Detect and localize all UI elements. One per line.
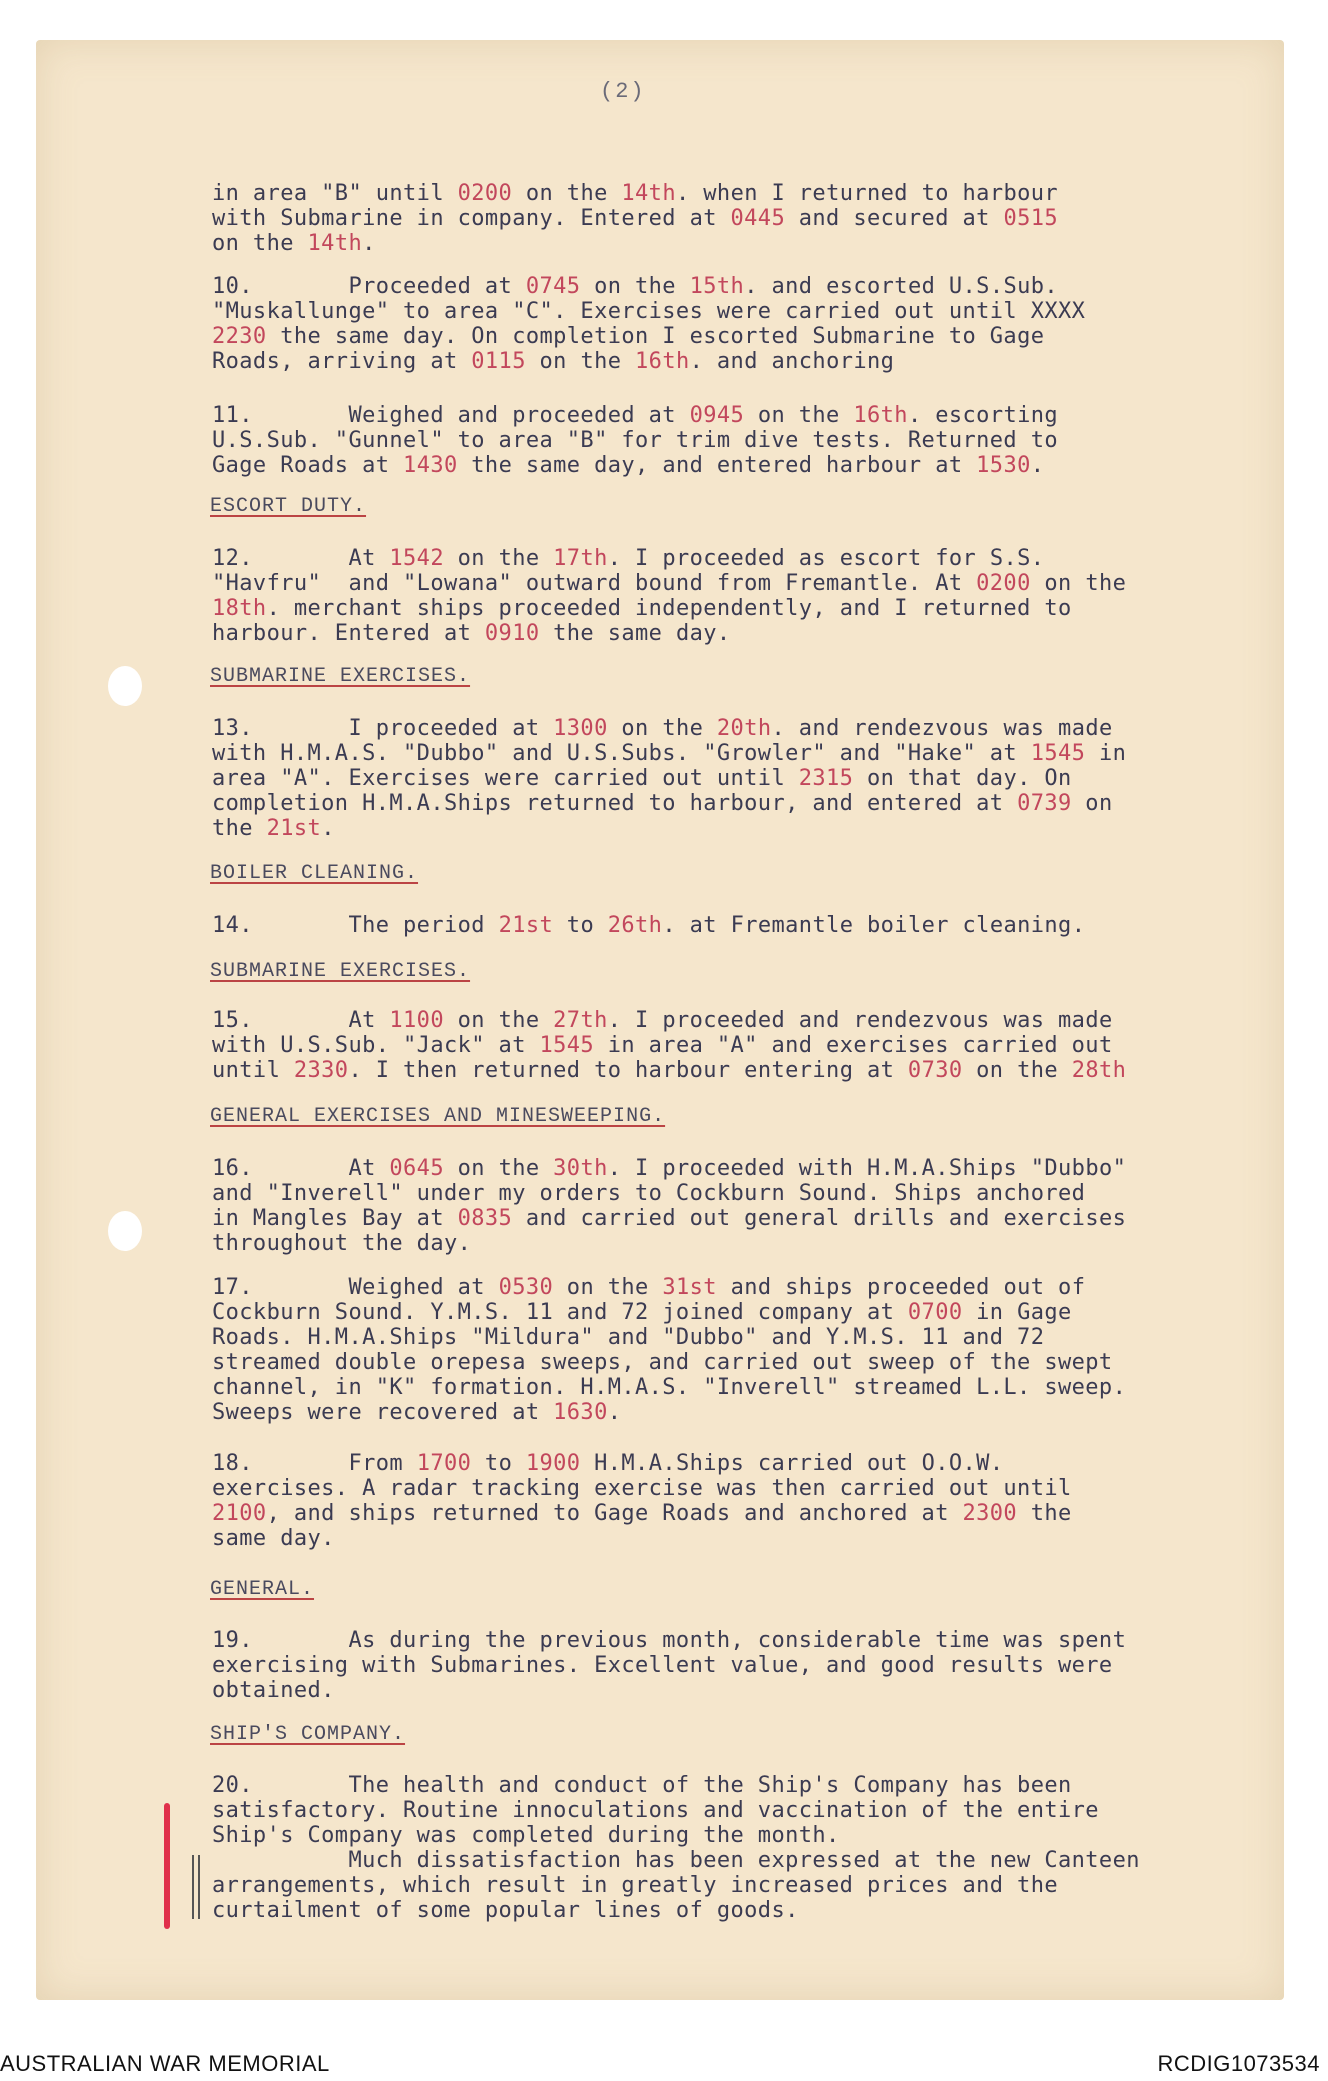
heading-general-exercises-minesweeping: GENERAL EXERCISES AND MINESWEEPING. bbox=[210, 1105, 666, 1128]
paragraph-17: 17. Weighed at 0530 on the 31st and ships proceeded out of Cockburn Sound. Y.M.S. 11 and 72 joined company at 0700 in Gage Roads. H.M.A.Ships "Mildura" and "Dubbo" and Y.M.S. 11 and 72 streamed double orepesa sweeps, and carried out sweep of the swept channel, in "K" formation. H.M.A.S. "Inverell" streamed L.L. sweep. Sweeps were recovered at 1630. bbox=[212, 1275, 1127, 1425]
heading-submarine-exercises-1: SUBMARINE EXERCISES. bbox=[210, 665, 471, 688]
margin-pencil-line-2 bbox=[198, 1855, 200, 1919]
paragraph-19: 19. As during the previous month, considerable time was spent exercising with Submarines. Excellent value, and good results were obtained. bbox=[212, 1628, 1127, 1703]
footer-record-id: RCDIG1073534 bbox=[1157, 2051, 1320, 2076]
heading-submarine-exercises-2: SUBMARINE EXERCISES. bbox=[210, 960, 471, 983]
paragraph-11: 11. Weighed and proceeded at 0945 on the 16th. escorting U.S.Sub. "Gunnel" to area "B" for trim dive tests. Returned to Gage Roads at 1430 the same day, and entered harbour at 1530. bbox=[212, 403, 1059, 478]
paragraph-18: 18. From 1700 to 1900 H.M.A.Ships carried out O.O.W. exercises. A radar tracking exercise was then carried out until 2100, and ships returned to Gage Roads and anchored at 2300 the same day. bbox=[212, 1451, 1072, 1551]
paragraph-13: 13. I proceeded at 1300 on the 20th. and rendezvous was made with H.M.A.S. "Dubbo" and U.S.Subs. "Growler" and "Hake" at 1545 in area "A". Exercises were carried out until 2315 on that day. On completion H.M.A.Ships returned to harbour, and entered at 0739 on the 21st. bbox=[212, 716, 1127, 841]
paragraph-20: 20. The health and conduct of the Ship's Company has been satisfactory. Routine innoculations and vaccination of the entire Ship's Company was completed during the month. Much dissatisfaction has been expressed at the new Canteen arrangements, which result in greatly increased prices and the curtailment of some popular lines of goods. bbox=[212, 1773, 1140, 1923]
heading-boiler-cleaning: BOILER CLEANING. bbox=[210, 862, 419, 885]
heading-general: GENERAL. bbox=[210, 1578, 315, 1601]
margin-red-pencil-mark bbox=[164, 1803, 170, 1929]
paragraph-9-continued: in area "B" until 0200 on the 14th. when I returned to harbour with Submarine in company. Entered at 0445 and secured at 0515 on the 14th. bbox=[212, 181, 1059, 256]
paragraph-10: 10. Proceeded at 0745 on the 15th. and escorted U.S.Sub. "Muskallunge" to area "C". Exercises were carried out until XXXX 2230 the same day. On completion I escorted Submarine to Gage Roads, arriving at 0115 on the 16th. and anchoring bbox=[212, 274, 1086, 374]
heading-ships-company: SHIP'S COMPANY. bbox=[210, 1723, 406, 1746]
paragraph-15: 15. At 1100 on the 27th. I proceeded and rendezvous was made with U.S.Sub. "Jack" at 1545 in area "A" and exercises carried out until 2330. I then returned to harbour entering at 0730 on the 28th bbox=[212, 1008, 1127, 1083]
paragraph-12: 12. At 1542 on the 17th. I proceeded as escort for S.S. "Havfru" and "Lowana" outward bound from Fremantle. At 0200 on the 18th. merchant ships proceeded independently, and I returned to harbour. Entered at 0910 the same day. bbox=[212, 546, 1127, 646]
heading-escort-duty: ESCORT DUTY. bbox=[210, 495, 367, 518]
punch-hole-top bbox=[108, 666, 142, 706]
margin-pencil-line-1 bbox=[192, 1855, 194, 1919]
footer-institution: AUSTRALIAN WAR MEMORIAL bbox=[0, 2051, 330, 2076]
paragraph-14: 14. The period 21st to 26th. at Fremantle boiler cleaning. bbox=[212, 913, 1086, 938]
page-number: (2) bbox=[600, 79, 646, 104]
punch-hole-bottom bbox=[108, 1211, 142, 1251]
paragraph-16: 16. At 0645 on the 30th. I proceeded with H.M.A.Ships "Dubbo" and "Inverell" under my orders to Cockburn Sound. Ships anchored in Mangles Bay at 0835 and carried out general drills and exercises throughout the day. bbox=[212, 1156, 1127, 1256]
